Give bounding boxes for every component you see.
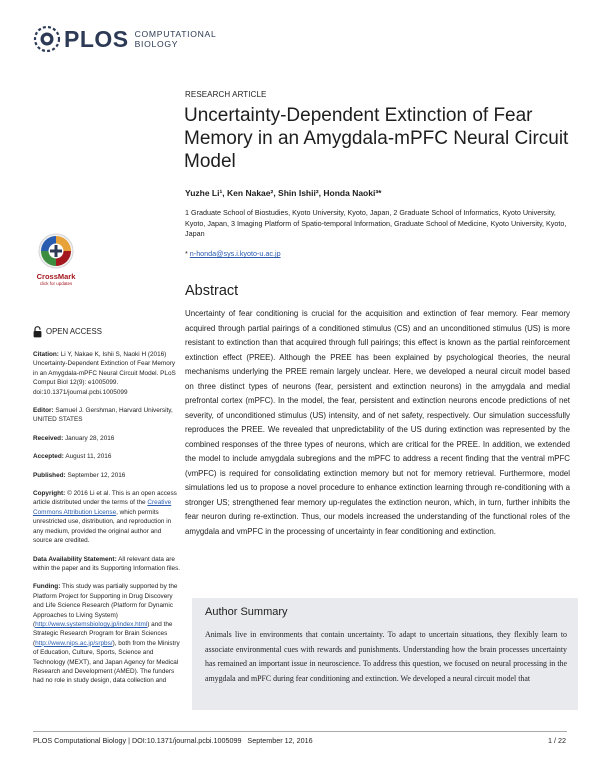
footer-citation: PLOS Computational Biology | DOI:10.1371/journal.pcbi.1005099 September 12, 2016 bbox=[33, 736, 313, 745]
citation: Citation: Li Y, Nakae K, Ishii S, Naoki H (2016) Uncertainty-Dependent Extinction of Fear Memory in an Amygdala-mPFC Neural Circuit Model. PLoS Comput Biol 12(9): e1005099. doi:10.1371/journal.pcbi.1005099 bbox=[33, 351, 176, 396]
funding-link-1[interactable]: http://www.systemsbiology.jp/index.html bbox=[35, 620, 148, 628]
crossmark-label: CrossMark bbox=[36, 272, 76, 281]
funding: Funding: This study was partially supported by the Platform Project for Supporting in Drug Discovery and Life Science Research (Platform for Dynamic Approaches to Living System) (http://www.systemsbiology.jp/index.html) and the Strategic Research Program for Brain Sciences (http://www.nips.ac.jp/srpbs/), both from the Ministry of Education, Culture, Sports, Science and Technology (MEXT), and Japan Agency for Medical Research and Development (AMED). The funders had no role in study design, data collection and bbox=[33, 583, 180, 685]
crossmark-badge[interactable] bbox=[33, 232, 79, 286]
open-access-row bbox=[33, 326, 181, 338]
funding-link-2[interactable]: http://www.nips.ac.jp/srpbs/ bbox=[35, 639, 113, 647]
author-summary-heading: Author Summary bbox=[205, 606, 288, 618]
footer-divider bbox=[33, 731, 567, 732]
corresponding-email: * n-honda@sys.i.kyoto-u.ac.jp bbox=[185, 249, 281, 258]
author-summary-text: Animals live in environments that contain uncertainty. To adapt to uncertain situations, they flexibly learn to associate environmental cues with rewards and punishments. Understanding how the brain processes uncertainty has remained an important issue in neuroscience. To address this question, we focused on neural processing in the amygdala and mPFC during fear conditioning and extinction. We developed a neural circuit model that bbox=[205, 630, 567, 683]
author-list: Yuzhe Li¹, Ken Nakae², Shin Ishii², Honda Naoki³* bbox=[185, 188, 382, 198]
sidebar-metadata bbox=[33, 326, 181, 695]
page-number: 1 / 22 bbox=[548, 736, 566, 745]
crossmark-sublabel: click for updates bbox=[39, 281, 73, 286]
affiliations: 1 Graduate School of Biostudies, Kyoto University, Kyoto, Japan, 2 Graduate School of Informatics, Kyoto University, Kyoto, Japan, 3 Imaging Platform of Spatio-temporal Information, Graduate School of Medicine, Kyoto University, Kyoto, Japan bbox=[185, 208, 567, 238]
journal-name: COMPUTATIONAL BIOLOGY bbox=[134, 29, 217, 49]
email-link[interactable]: n-honda@sys.i.kyoto-u.ac.jp bbox=[189, 249, 281, 258]
license-link[interactable]: Creative Commons Attribution License bbox=[33, 499, 172, 516]
abstract-heading: Abstract bbox=[185, 283, 239, 299]
received-date: Received: January 28, 2016 bbox=[33, 434, 115, 442]
accepted-date: Accepted: August 11, 2016 bbox=[33, 453, 112, 461]
open-access-lock-icon bbox=[33, 326, 42, 338]
copyright: Copyright: © 2016 Li et al. This is an open access article distributed under the terms of the Creative Commons Attribution License, which permits unrestricted use, distribution, and reproduction in any medium, provided the original author and source are credited. bbox=[33, 490, 177, 545]
plos-wordmark: PLOS bbox=[64, 25, 129, 52]
open-access-label: OPEN ACCESS bbox=[46, 327, 102, 337]
crossmark-icon bbox=[33, 232, 79, 270]
plos-logo[interactable] bbox=[32, 22, 216, 56]
published-date: Published: September 12, 2016 bbox=[33, 471, 126, 479]
article-title: Uncertainty-Dependent Extinction of Fear Memory in an Amygdala-mPFC Neural Circuit Model bbox=[184, 105, 569, 172]
article-type: RESEARCH ARTICLE bbox=[185, 90, 267, 99]
data-availability: Data Availability Statement: All relevant data are within the paper and its Supporting Information files. bbox=[33, 555, 181, 572]
editor: Editor: Samuel J. Gershman, Harvard University, UNITED STATES bbox=[33, 407, 173, 424]
abstract-text: Uncertainty of fear conditioning is crucial for the acquisition and extinction of fear memory. Fear memory acquired through partial pairings of a conditioned stimulus (CS) and an unconditioned stimulus (US) is more resistant to extinction than that acquired through full pairings; this effect is known as the partial reinforcement extinction effect (PREE). Although the PREE has been explained by psychological theories, the neural mechanisms underlying the PREE remain largely unclear. Here, we developed a neural circuit model based on three distinct types of neurons (fear, persistent and extinction neurons) in the amygdala and medial prefrontal cortex (mPFC). In the model, the fear, persistent and extinction neurons encode predictions of net severity, of unconditioned stimulus (US) intensity, and of net safety, respectively. Our simulation successfully reproduces the PREE. We revealed that unpredictability of the US during extinction was represented by the combined responses of the three types of neurons, which are critical for the PREE. In addition, we extended the model to include amygdala subregions and the mPFC to address a recent finding that the ventral mPFC (vmPFC) is required for consolidating extinction memory but not for memory retrieval. Furthermore, model simulations led us to propose a novel procedure to enhance extinction learning through re-conditioning with a stronger US; strengthened fear memory up-regulates the extinction neuron, which, in turn, further inhibits the fear neuron during re-extinction. Thus, our models increased the understanding of the functional roles of the amygdala and vmPFC in the processing of uncertainty in fear conditioning and extinction. bbox=[185, 309, 570, 536]
plos-logo-icon bbox=[32, 24, 62, 54]
